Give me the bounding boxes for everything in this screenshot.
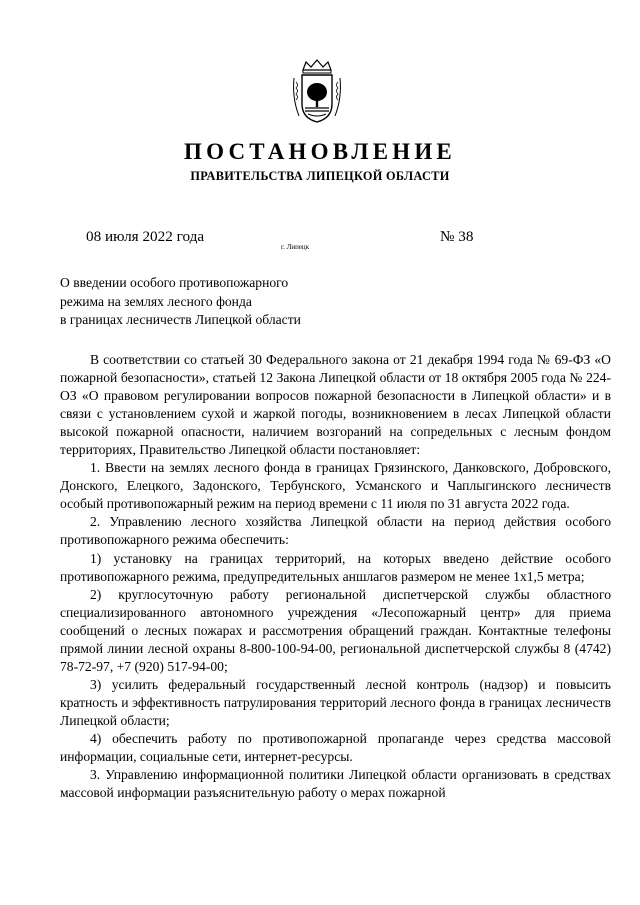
document-body xyxy=(60,351,611,802)
document-number: № 38 xyxy=(440,228,474,245)
document-title: ПОСТАНОВЛЕНИЕ xyxy=(184,139,456,164)
clause-2-item-1: 1) установку на границах территорий, на которых введено действие особого противопожарного режима, предупредительных аншлагов размером не менее 1х1,5 метра; xyxy=(60,550,611,584)
clause-2-item-4: 4) обеспечить работу по противопожарной пропаганде через средства массовой информации, социальные сети, интернет-ресурсы. xyxy=(60,730,611,765)
heading-line: О введении особого противопожарного xyxy=(60,275,289,290)
clause-2-paragraph: 2. Управлению лесного хозяйства Липецкой области на период действия особого противопожарного режима обеспечить: xyxy=(60,514,611,548)
document-date: 08 июля 2022 года xyxy=(86,228,205,245)
document-heading xyxy=(60,274,301,330)
preamble-paragraph: В соответствии со статьей 30 Федерального закона от 21 декабря 1994 года № 69-ФЗ «О пожарной безопасности», статьей 12 Закона Липецкой области от 18 октября 2005 года № 224-ОЗ «О правовом регулировании вопросов пожарной безопасности в Липецкой области» и в связи с установлением сухой и жаркой погоды, возникновением в лесах Липецкой области высокой пожарной опасности, наличием возгораний на сопредельных с лесным фондом территориях, Правительство Липецкой области постановляет: xyxy=(60,352,611,458)
clause-2-item-2: 2) круглосуточную работу региональной диспетчерской службы областного специализированного автономного учреждения «Лесопожарный центр» для приема сообщений о лесных пожарах и рассмотрения обращений граждан. Контактные телефоны прямой линии лесной охраны 8-800-100-94-00, региональной диспетчерской службы 8 (4742) 78-72-97, +7 (920) 517-94-00; xyxy=(60,586,611,674)
heading-line: режима на землях лесного фонда xyxy=(60,293,252,309)
document-city: г. Липецк xyxy=(281,243,310,251)
clause-2-item-3: 3) усилить федеральный государственный лесной контроль (надзор) и повысить кратность и эффективность патрулирования территорий лесного фонда в границах лесничеств Липецкой области; xyxy=(60,676,611,728)
clause-3-paragraph: 3. Управлению информационной политики Липецкой области организовать в средствах массовой информации разъяснительную работу о мерах пожарной xyxy=(60,767,611,801)
heading-line: в границах лесничеств Липецкой области xyxy=(60,312,301,328)
clause-1-paragraph: 1. Ввести на землях лесного фонда в границах Грязинского, Данковского, Добровского, Донского, Елецкого, Задонского, Тербунского, Усманского и Чаплыгинского лесничеств особый противопожарный режим на период времени с 11 июля по 31 августа 2022 года. xyxy=(60,460,611,512)
coat-of-arms-icon xyxy=(291,58,343,126)
document-subtitle: ПРАВИТЕЛЬСТВА ЛИПЕЦКОЙ ОБЛАСТИ xyxy=(190,169,450,183)
